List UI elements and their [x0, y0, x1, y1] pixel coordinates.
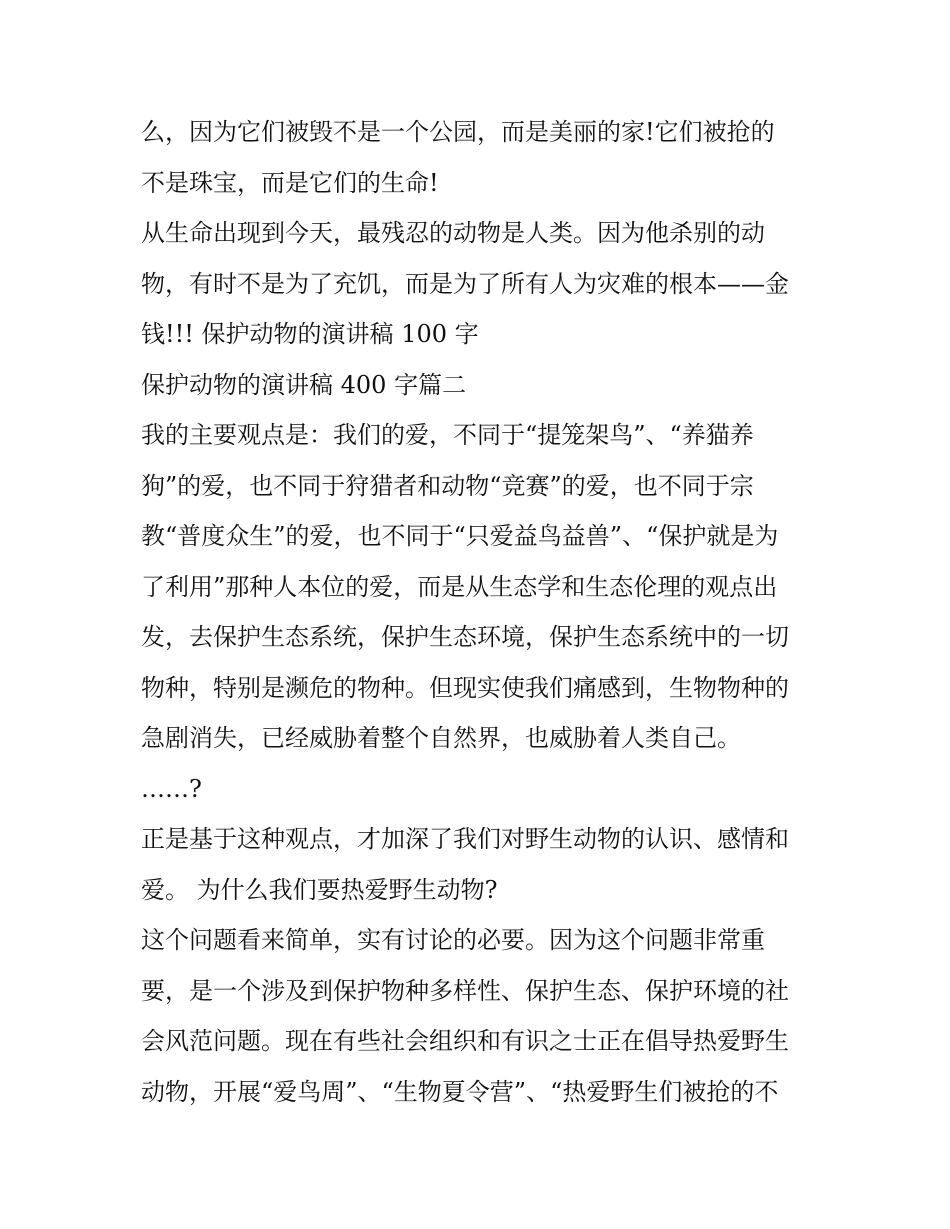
body-text — [141, 107, 831, 1117]
text-line: 会风范问题。现在有些社会组织和有识之士正在倡导热爱野生 — [141, 1027, 789, 1055]
section-heading: 保护动物的演讲稿 400 字篇二 — [141, 370, 467, 399]
text-line: 急剧消失，已经威胁着整个自然界，也威胁着人类自己。 — [141, 724, 741, 752]
text-line: 要，是一个涉及到保护物种多样性、保护生态、保护环境的社 — [141, 976, 789, 1005]
text-line: 不是珠宝，而是它们的生命! — [141, 168, 439, 197]
text-line: 钱!!! 保护动物的演讲稿 100 字 — [141, 320, 479, 348]
text-line: 这个问题看来简单，实有讨论的必要。因为这个问题非常重 — [141, 926, 765, 954]
text-line: 狗”的爱，也不同于狩猎者和动物“竞赛”的爱，也不同于宗 — [141, 471, 754, 500]
text-line: ……? — [141, 774, 202, 803]
text-line: 教“普度众生”的爱，也不同于“只爱益鸟益兽”、“保护就是为 — [141, 522, 779, 550]
text-line: 从生命出现到今天，最残忍的动物是人类。因为他杀别的动 — [141, 219, 765, 247]
text-line: 动物，开展“爱鸟周”、“生物夏令营”、“热爱野生们被抢的不 — [141, 1077, 779, 1106]
text-line: 发，去保护生态系统，保护生态环境，保护生态系统中的一切 — [141, 623, 789, 651]
text-line: 爱。 为什么我们要热爱野生动物? — [141, 875, 498, 904]
text-line: 物，有时不是为了充饥，而是为了所有人为灾难的根本——金 — [141, 269, 789, 298]
text-line: 了利用”那种人本位的爱，而是从生态学和生态伦理的观点出 — [141, 572, 778, 601]
text-line: 我的主要观点是：我们的爱，不同于“提笼架鸟”、“养猫养 — [141, 421, 754, 449]
text-line: 物种，特别是濒危的物种。但现实使我们痛感到，生物物种的 — [141, 673, 789, 702]
text-line: 正是基于这种观点，才加深了我们对野生动物的认识、感情和 — [141, 825, 789, 853]
text-line: 么，因为它们被毁不是一个公园，而是美丽的家!它们被抢的 — [141, 118, 775, 146]
